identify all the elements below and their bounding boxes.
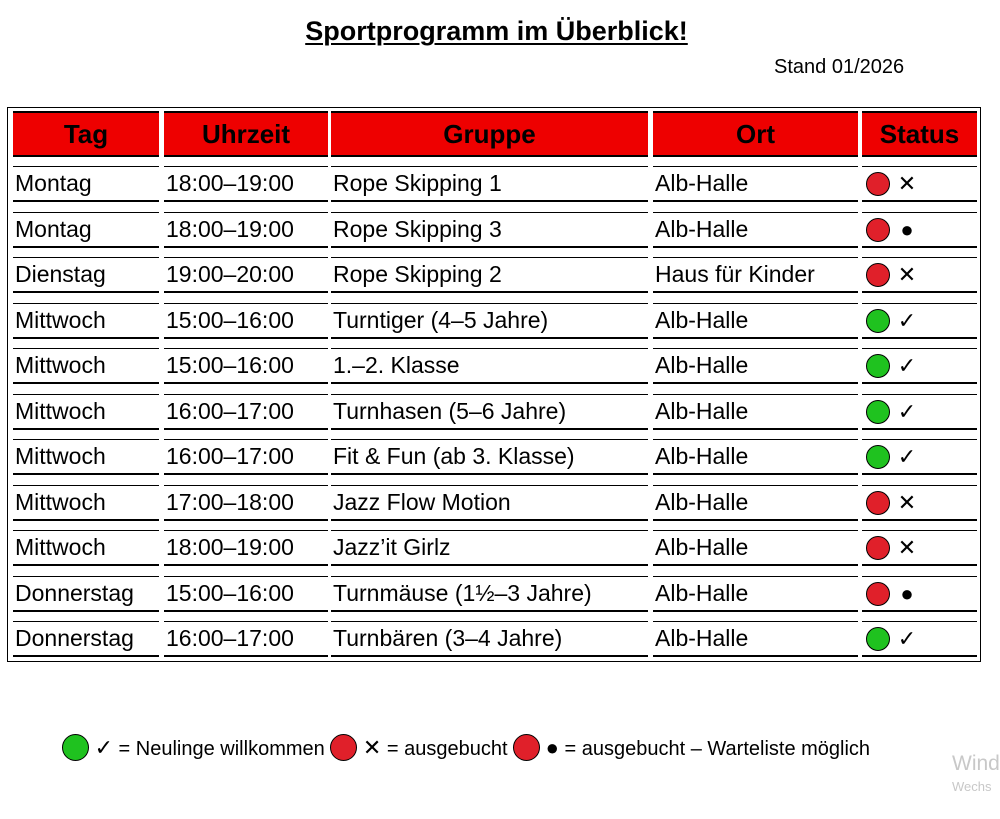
cell-ort: Alb-Halle (653, 576, 858, 612)
bullet-icon: ● (900, 580, 914, 606)
activation-watermark-sub: Wechs (952, 779, 992, 794)
green-circle-icon (866, 445, 890, 469)
cross-icon: ✕ (362, 735, 382, 760)
cell-gruppe: Jazz Flow Motion (331, 485, 648, 521)
red-circle-icon (866, 536, 890, 560)
cell-uhrzeit: 19:00–20:00 (164, 257, 328, 293)
cross-icon: ✕ (897, 489, 917, 515)
cell-ort: Alb-Halle (653, 621, 858, 657)
cell-status (862, 257, 977, 293)
header-status: Status (862, 111, 977, 157)
green-circle-icon (866, 400, 890, 424)
green-circle-icon (62, 734, 89, 761)
cell-ort: Alb-Halle (653, 348, 858, 384)
cell-uhrzeit: 15:00–16:00 (164, 348, 328, 384)
red-circle-icon (866, 491, 890, 515)
cell-status (862, 303, 977, 339)
cell-tag: Donnerstag (13, 621, 159, 657)
green-circle-icon (866, 627, 890, 651)
check-icon: ✓ (897, 625, 917, 651)
cell-uhrzeit: 18:00–19:00 (164, 530, 328, 566)
cell-uhrzeit: 16:00–17:00 (164, 621, 328, 657)
cell-ort: Alb-Halle (653, 303, 858, 339)
cell-ort: Alb-Halle (653, 166, 858, 202)
cell-status (862, 212, 977, 248)
cell-tag: Mittwoch (13, 530, 159, 566)
legend-ausgebucht-text: = ausgebucht (381, 738, 514, 760)
page-title: Sportprogramm im Überblick! (305, 16, 688, 46)
bullet-icon: ● (545, 735, 559, 760)
red-circle-icon (330, 734, 357, 761)
cell-status (862, 485, 977, 521)
cell-tag: Mittwoch (13, 439, 159, 475)
cell-tag: Montag (13, 212, 159, 248)
red-circle-icon (866, 582, 890, 606)
cell-tag: Mittwoch (13, 348, 159, 384)
cell-gruppe: 1.–2. Klasse (331, 348, 648, 384)
cell-tag: Montag (13, 166, 159, 202)
cell-status (862, 621, 977, 657)
cell-gruppe: Rope Skipping 3 (331, 212, 648, 248)
check-icon: ✓ (94, 735, 113, 760)
red-circle-icon (866, 263, 890, 287)
cell-ort: Alb-Halle (653, 530, 858, 566)
check-icon: ✓ (897, 398, 917, 424)
cell-gruppe: Turnmäuse (1½–3 Jahre) (331, 576, 648, 612)
check-icon: ✓ (897, 443, 917, 469)
cell-uhrzeit: 15:00–16:00 (164, 303, 328, 339)
cell-ort: Alb-Halle (653, 485, 858, 521)
cell-gruppe: Fit & Fun (ab 3. Klasse) (331, 439, 648, 475)
cell-status (862, 576, 977, 612)
cross-icon: ✕ (897, 534, 917, 560)
cell-status (862, 348, 977, 384)
header-gruppe: Gruppe (331, 111, 648, 157)
cell-gruppe: Turntiger (4–5 Jahre) (331, 303, 648, 339)
header-ort: Ort (653, 111, 858, 157)
cell-uhrzeit: 18:00–19:00 (164, 166, 328, 202)
cell-tag: Mittwoch (13, 303, 159, 339)
cell-status (862, 439, 977, 475)
cell-ort: Haus für Kinder (653, 257, 858, 293)
cell-gruppe: Rope Skipping 2 (331, 257, 648, 293)
cell-gruppe: Turnhasen (5–6 Jahre) (331, 394, 648, 430)
legend-offen-text: = Neulinge willkommen (113, 738, 325, 760)
legend (62, 733, 882, 764)
cell-ort: Alb-Halle (653, 439, 858, 475)
cell-status (862, 530, 977, 566)
cell-uhrzeit: 16:00–17:00 (164, 439, 328, 475)
cell-tag: Mittwoch (13, 485, 159, 521)
header-uhrzeit: Uhrzeit (164, 111, 328, 157)
cell-uhrzeit: 18:00–19:00 (164, 212, 328, 248)
header-tag: Tag (13, 111, 159, 157)
cell-gruppe: Rope Skipping 1 (331, 166, 648, 202)
stand-date: Stand 01/2026 (774, 56, 905, 78)
cross-icon: ✕ (897, 170, 917, 196)
cell-tag: Dienstag (13, 257, 159, 293)
red-circle-icon (866, 172, 890, 196)
cross-icon: ✕ (897, 261, 917, 287)
check-icon: ✓ (897, 307, 917, 333)
cell-uhrzeit: 17:00–18:00 (164, 485, 328, 521)
cell-gruppe: Turnbären (3–4 Jahre) (331, 621, 648, 657)
green-circle-icon (866, 309, 890, 333)
cell-status (862, 394, 977, 430)
cell-tag: Donnerstag (13, 576, 159, 612)
legend-warteliste-text: = ausgebucht – Warteliste möglich (558, 738, 871, 760)
cell-uhrzeit: 16:00–17:00 (164, 394, 328, 430)
cell-ort: Alb-Halle (653, 394, 858, 430)
cell-ort: Alb-Halle (653, 212, 858, 248)
cell-uhrzeit: 15:00–16:00 (164, 576, 328, 612)
red-circle-icon (866, 218, 890, 242)
cell-gruppe: Jazz’it Girlz (331, 530, 648, 566)
bullet-icon: ● (900, 216, 914, 242)
cell-tag: Mittwoch (13, 394, 159, 430)
cell-status (862, 166, 977, 202)
green-circle-icon (866, 354, 890, 378)
activation-watermark: Wind (952, 752, 1000, 775)
red-circle-icon (513, 734, 540, 761)
check-icon: ✓ (897, 352, 917, 378)
